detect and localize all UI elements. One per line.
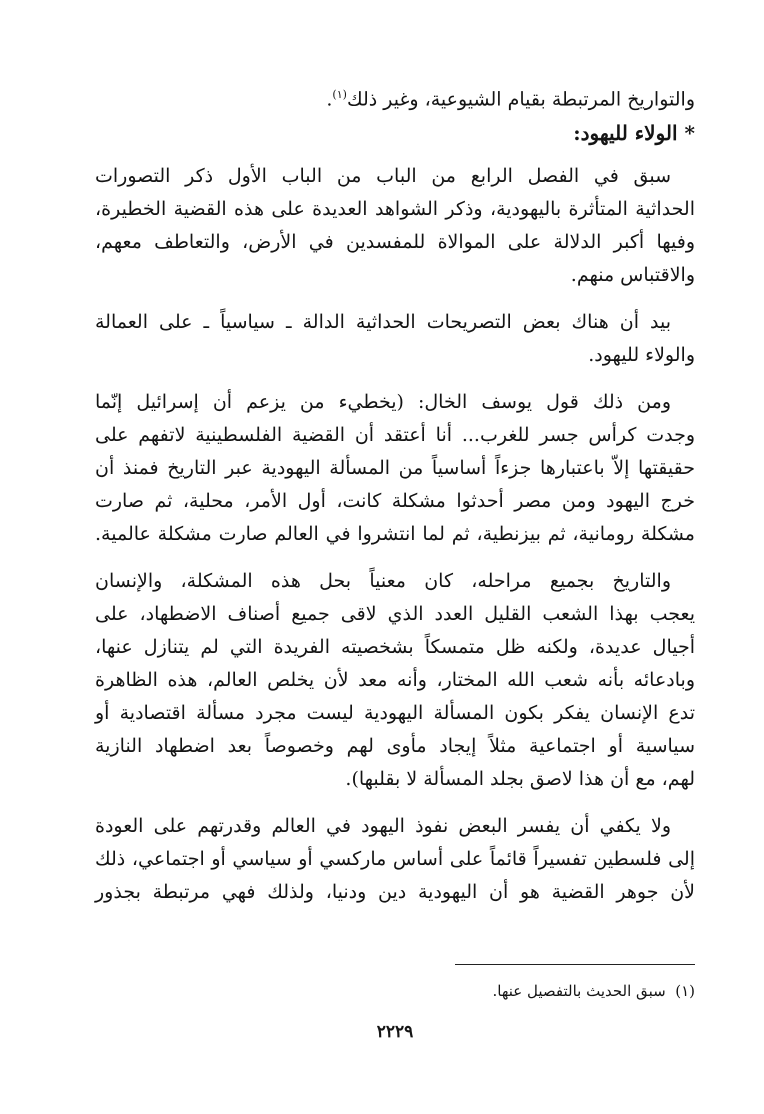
paragraph-line: حقيقتها إلاّ باعتبارها جزءاً أساسياً من المسألة اليهودية عبر التاريخ فمنذ أن [95,457,695,480]
paragraph-gap [95,372,695,386]
paragraph-1 [95,160,695,292]
intro-text: والتواريخ المرتبطة بقيام الشيوعية، وغير ذلك [346,88,695,111]
paragraph-gap [95,551,695,565]
paragraph-line: تدع الإنسان يفكر بكون المسألة اليهودية ليست مجرد مسألة اقتصادية أو [95,702,695,725]
paragraph-3 [95,386,695,551]
paragraph-line: خرج اليهود ومن مصر أحدثوا مشكلة كانت، أول الأمر، محلية، ثم صارت [95,490,695,513]
footnote-marker: (١) [675,982,695,1000]
paragraph-line: والولاء لليهود. [588,344,695,367]
page-number: ٢٢٢٩ [376,1022,414,1042]
paragraph-line: يعجب بهذا الشعب القليل العدد الذي لاقى جميع أصناف الاضطهاد، على [95,603,695,626]
footnote-divider [455,964,695,965]
intro-period: . [326,88,333,111]
paragraph-line: إلى فلسطين تفسيراً قائماً على أساس ماركسي أو سياسي أو اجتماعي، ذلك [95,848,695,871]
paragraph-line: لأن جوهر القضية هو أن اليهودية دين ودنيا، ولذلك فهي مرتبطة بجذور [95,881,695,904]
intro-line [95,78,695,116]
paragraph-line: وبادعائه بأنه شعب الله المختار، وأنه معد لأن يخلص العالم، هذه الظاهرة [95,669,695,692]
paragraph-line: أجيال عديدة، ولكنه ظل متمسكاً بشخصيته الفريدة التي لم يتنازل عنها، [95,636,695,659]
paragraph-line: وجدت كرأس جسر للغرب... أنا أعتقد أن القضية الفلسطينية لاتفهم على [95,424,695,447]
paragraph-line: والاقتباس منهم. [570,264,695,287]
paragraph-line: سياسية أو اجتماعية مثلاً إيجاد مأوى لهم وخصوصاً بعد اضطهاد النازية [95,735,695,758]
paragraph-line: سبق في الفصل الرابع من الباب من الباب الأول ذكر التصورات [95,165,671,188]
section-heading: * الولاء لليهود: [573,121,695,146]
footnote [493,980,696,1002]
paragraph-gap [95,796,695,810]
paragraph-line: والتاريخ بجميع مراحله، كان معنياً بحل هذه المشكلة، والإنسان [95,570,671,593]
paragraph-line: وفيها أكبر الدلالة على الموالاة للمفسدين في الأرض، والتعاطف معهم، [95,231,695,254]
paragraph-gap [95,292,695,306]
paragraph-4 [95,565,695,796]
footnote-reference: (١) [332,88,347,101]
paragraph-line: ولا يكفي أن يفسر البعض نفوذ اليهود في العالم وقدرتهم على العودة [95,815,671,838]
paragraph-line: لهم، مع أن هذا لاصق بجلد المسألة لا بقلبها). [345,768,695,791]
paragraph-line: مشكلة رومانية، ثم بيزنطية، ثم لما انتشروا في العالم صارت مشكلة عالمية. [95,523,695,546]
paragraph-5 [95,810,695,909]
paragraph-2 [95,306,695,372]
paragraph-line: ومن ذلك قول يوسف الخال: (يخطيء من يزعم أن إسرائيل إنّما [95,391,671,414]
paragraph-line: بيد أن هناك بعض التصريحات الحداثية الدالة ـ سياسياً ـ على العمالة [95,311,671,334]
paragraph-line: الحداثية المتأثرة باليهودية، وذكر الشواهد العديدة على هذه القضية الخطيرة، [95,198,695,221]
document-page [95,78,695,1088]
footnote-text: سبق الحديث بالتفصيل عنها. [492,982,666,1000]
